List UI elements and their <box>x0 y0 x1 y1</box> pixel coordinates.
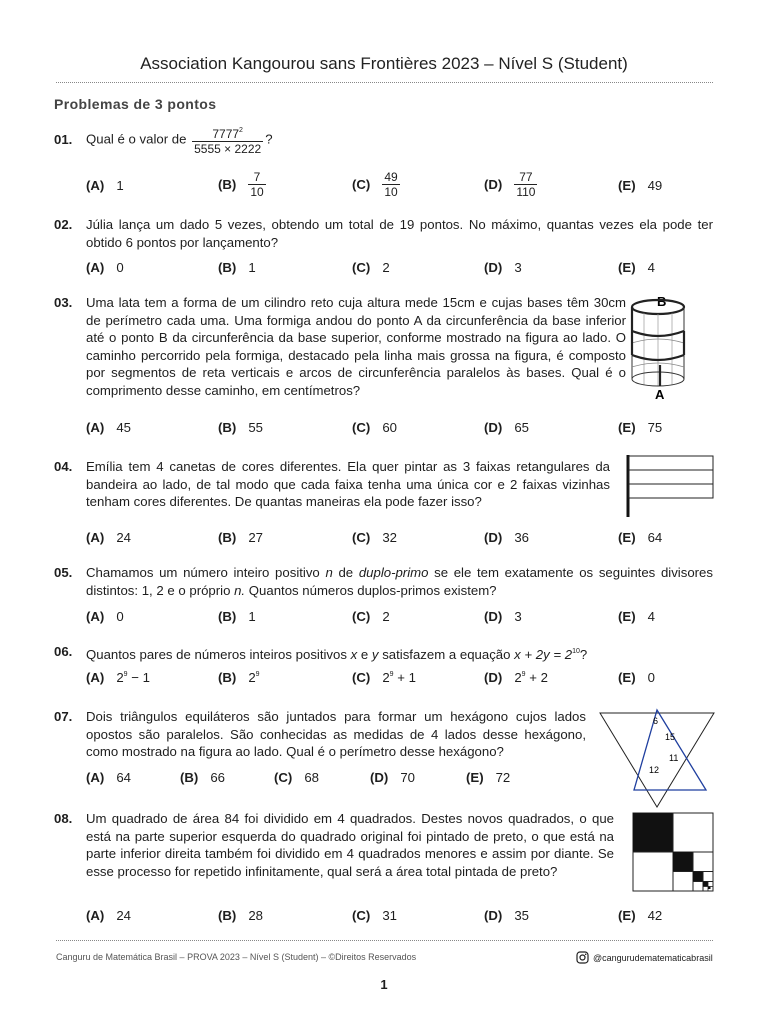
q03-option-c[interactable]: (C) 60 <box>352 420 397 435</box>
q06-number: 06. <box>54 644 73 659</box>
point-b-label: B <box>657 294 667 309</box>
q07-text: Dois triângulos equiláteros são juntados para formar um hexágono cujos lados opostos são paralelos. São conhecidas as medidas de 4 lados desse hexágono, como mostrado na figura ao lado. Qual é o perímetro desse hexágono? <box>86 709 586 760</box>
q01-fraction <box>192 124 263 156</box>
footer-social[interactable] <box>576 951 713 964</box>
q07-number: 07. <box>54 709 73 724</box>
q07-option-c[interactable]: (C) 68 <box>274 770 319 785</box>
q08-option-a[interactable]: (A) 24 <box>86 908 131 923</box>
q06-option-a[interactable]: (A) $2^9 - 1$ <box>86 670 150 685</box>
q06-option-d[interactable]: (D) $2^9 + 2$ <box>484 670 548 685</box>
q01-option-b[interactable]: (B) $\frac{7}{10}$ <box>218 170 264 199</box>
q02-option-e[interactable]: (E) 4 <box>618 260 655 275</box>
q05-option-e[interactable]: (E) 4 <box>618 609 655 624</box>
q05-option-d[interactable]: (D) 3 <box>484 609 522 624</box>
q02-option-b[interactable]: (B) 1 <box>218 260 256 275</box>
squares-figure <box>632 812 714 892</box>
q02-option-a[interactable]: (A) 0 <box>86 260 124 275</box>
q06-text: Quantos pares de números inteiros positivos x e y satisfazem a equação $x + 2y = 2^{10}$? <box>86 647 588 662</box>
q03-option-a[interactable]: (A) 45 <box>86 420 131 435</box>
q01-option-e[interactable]: (E) 49 <box>618 178 663 193</box>
q02-option-c[interactable]: (C) 2 <box>352 260 390 275</box>
q02-option-d[interactable]: (D) 3 <box>484 260 522 275</box>
q02-number: 02. <box>54 217 73 232</box>
q08-option-e[interactable]: (E) 42 <box>618 908 663 923</box>
side-label-12: 12 <box>649 765 660 775</box>
q01-option-c[interactable]: (C) $\frac{49}{10}$ <box>352 170 398 199</box>
q01-number: 01. <box>54 132 73 147</box>
q03-number: 03. <box>54 295 73 310</box>
q03-option-e[interactable]: (E) 75 <box>618 420 663 435</box>
q01-frac-den: 5555 × 2222 <box>194 142 262 156</box>
point-a-label: A <box>655 387 665 401</box>
q03-text: Uma lata tem a forma de um cilindro reto cuja altura mede 15cm e cujas bases têm 30cm de perímetro cada uma. Uma formiga andou do ponto A da circunferência da base inferior até o ponto B da circunferência da base superior, conforme mostrado na figura ao lado. O caminho percorrido pela formiga, destacado pela linha mais grossa na figura, é composto por segmentos de reta verticais e arcos de circunferência paralelos às bases. Qual é o comprimento desse caminho, em centímetros? <box>86 295 626 398</box>
page-header-title: Association Kangourou sans Frontières 2023 – Nível S (Student) <box>140 54 628 73</box>
q04-number: 04. <box>54 459 73 474</box>
q05-text: Chamamos um número inteiro positivo n de duplo-primo se ele tem exatamente os seguintes divisores distintos: 1, 2 e o próprio n. Quantos números duplos-primos existem? <box>86 565 713 598</box>
q08-text: Um quadrado de área 84 foi dividido em 4 quadrados. Destes novos quadrados, o que está na parte superior esquerda do quadrado original foi pintado de preto, o que está na parte inferior direita também foi dividido em 4 quadrados menores e assim por diante. Se esse processo for repetido infinitamente, qual será a área total pintada de preto? <box>86 811 614 879</box>
q02-text: Júlia lança um dado 5 vezes, obtendo um total de 19 pontos. No máximo, quantas vezes ela pode ter obtido 6 pontos por lançamento? <box>86 217 713 250</box>
q05-option-c[interactable]: (C) 2 <box>352 609 390 624</box>
q05-option-a[interactable]: (A) 0 <box>86 609 124 624</box>
q08-option-b[interactable]: (B) 28 <box>218 908 263 923</box>
q01-option-d[interactable]: (D) $\frac{77}{110}$ <box>484 170 536 199</box>
q08-option-d[interactable]: (D) 35 <box>484 908 529 923</box>
q04-text: Emília tem 4 canetas de cores diferentes. Ela quer pintar as 3 faixas retangulares da bandeira ao lado, de tal modo que cada faixa tenha uma única cor e 2 faixas vizinhas tenham cores diferentes. De quantas maneiras ela pode fazer isso? <box>86 459 610 510</box>
q06-option-b[interactable]: (B) $2^9$ <box>218 670 260 685</box>
q05-number: 05. <box>54 565 73 580</box>
side-label-15: 15 <box>665 732 676 742</box>
side-label-6: 6 <box>653 716 659 726</box>
section-title: Problemas de 3 pontos <box>54 96 217 112</box>
q03-option-d[interactable]: (D) 65 <box>484 420 529 435</box>
social-handle: @cangurudematematicabrasil <box>593 952 713 963</box>
q04-option-e[interactable]: (E) 64 <box>618 530 663 545</box>
q01-lead: Qual é o valor de <box>86 131 187 147</box>
page-number: 1 <box>380 977 388 992</box>
flag-figure <box>624 453 716 517</box>
q06-option-e[interactable]: (E) 0 <box>618 670 655 685</box>
q08-option-c[interactable]: (C) 31 <box>352 908 397 923</box>
q08-number: 08. <box>54 811 73 826</box>
footer-copyright: Canguru de Matemática Brasil – PROVA 2023 – Nível S (Student) – ©Direitos Reservados <box>56 952 417 962</box>
q05-option-b[interactable]: (B) 1 <box>218 609 256 624</box>
q01-after: ? <box>265 131 273 147</box>
q07-option-e[interactable]: (E) 72 <box>466 770 511 785</box>
q01-text <box>86 124 386 156</box>
q06-option-c[interactable]: (C) $2^9 + 1$ <box>352 670 416 685</box>
side-label-11: 11 <box>669 753 679 763</box>
q04-option-b[interactable]: (B) 27 <box>218 530 263 545</box>
q01-frac-num: 7777 <box>212 127 240 141</box>
cylinder-figure <box>630 293 714 401</box>
q07-option-d[interactable]: (D) 70 <box>370 770 415 785</box>
footer-divider <box>56 940 713 941</box>
instagram-icon <box>576 951 589 964</box>
q07-option-b[interactable]: (B) 66 <box>180 770 225 785</box>
q07-option-a[interactable]: (A) 64 <box>86 770 131 785</box>
q04-option-d[interactable]: (D) 36 <box>484 530 529 545</box>
q01-frac-exp: 2 <box>239 127 243 134</box>
hexagon-figure <box>596 706 716 808</box>
q01-option-a[interactable]: (A) 1 <box>86 178 124 193</box>
q04-option-a[interactable]: (A) 24 <box>86 530 131 545</box>
header-divider <box>56 82 713 83</box>
q04-option-c[interactable]: (C) 32 <box>352 530 397 545</box>
q03-option-b[interactable]: (B) 55 <box>218 420 263 435</box>
